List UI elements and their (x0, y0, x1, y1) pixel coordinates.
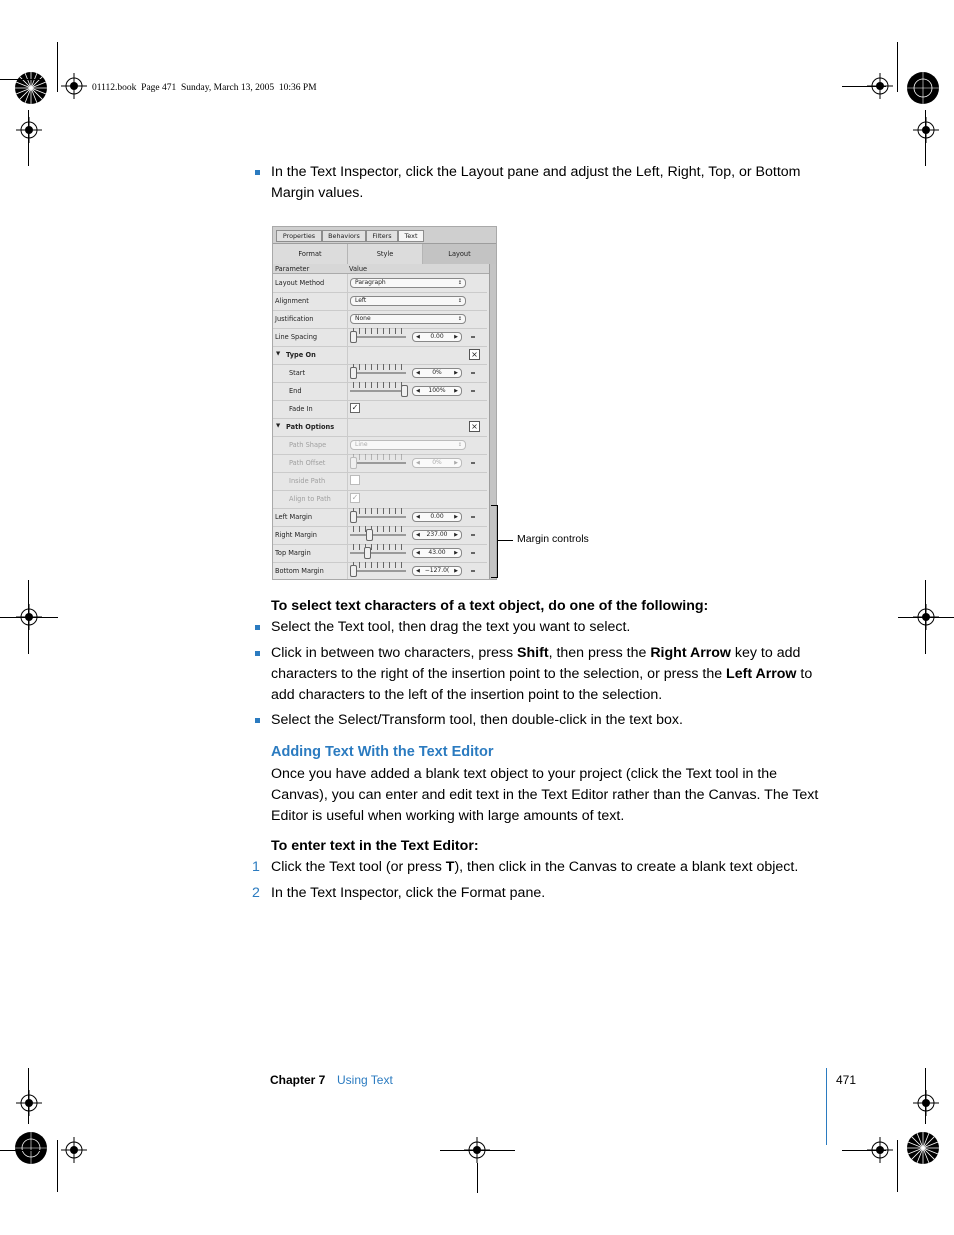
slider-thumb[interactable] (350, 331, 357, 343)
step-1-text: Click the Text tool (or press T), then click in the Canvas to create a blank text object. (271, 859, 799, 875)
value-popup[interactable] (350, 296, 466, 306)
field-value: 43.00 (428, 549, 446, 556)
checkbox[interactable] (350, 475, 360, 485)
text-inspector-screenshot (272, 226, 497, 580)
field-value: 0% (432, 459, 442, 466)
select-bullet-1: Select the Text tool, then drag the text you want to select. (271, 619, 631, 635)
inspector-pane-bar (273, 244, 496, 265)
slider-thumb[interactable] (401, 385, 408, 397)
parameter-label: Path Offset (289, 459, 326, 467)
parameter-row (273, 328, 487, 347)
tab-properties[interactable]: Properties (276, 230, 322, 242)
checkbox[interactable]: ✓ (351, 403, 359, 412)
step-2-text: In the Text Inspector, click the Format pane. (271, 885, 546, 901)
value-slider[interactable] (350, 534, 406, 536)
parameter-row (273, 382, 487, 401)
parameter-row (273, 292, 487, 311)
value-slider[interactable] (350, 552, 406, 554)
parameter-label: Inside Path (289, 477, 326, 485)
slider-ticks (353, 544, 407, 550)
parameter-column-label: Parameter (275, 265, 310, 273)
value-popup[interactable] (350, 440, 466, 450)
parameter-row (273, 418, 487, 437)
select-bullet-3: Select the Select/Transform tool, then double-click in the text box. (271, 712, 683, 728)
disclosure-triangle-icon[interactable]: ▼ (276, 351, 281, 357)
keyframe-indicator-icon[interactable] (471, 390, 475, 392)
parameter-label: Start (289, 369, 306, 377)
increment-arrow-icon[interactable]: ▶ (454, 334, 458, 340)
keyframe-indicator-icon[interactable] (471, 462, 475, 464)
value-field[interactable] (412, 530, 462, 540)
value-slider[interactable] (350, 516, 406, 518)
value-popup[interactable] (350, 314, 466, 324)
slider-ticks (353, 364, 407, 370)
slider-thumb[interactable] (350, 565, 357, 577)
registration-target-icon (906, 71, 940, 105)
pane-layout[interactable]: Layout (423, 244, 497, 264)
parameter-label: Path Shape (289, 441, 327, 449)
parameter-row (273, 526, 487, 545)
step-number: 2 (252, 885, 260, 901)
section-heading: Adding Text With the Text Editor (271, 744, 494, 760)
procedure-heading-enter: To enter text in the Text Editor: (271, 838, 479, 854)
value-slider[interactable] (350, 336, 406, 338)
decrement-arrow-icon[interactable]: ◀ (416, 460, 420, 466)
value-field[interactable] (412, 548, 462, 558)
parameter-label: Fade In (289, 405, 313, 413)
keyframe-indicator-icon[interactable] (471, 552, 475, 554)
print-slug: 01112.book Page 471 Sunday, March 13, 2005 10:36 PM (92, 83, 317, 93)
slider-ticks (353, 382, 407, 388)
value-slider[interactable] (350, 570, 406, 572)
parameter-label: Line Spacing (275, 333, 318, 341)
slider-ticks (353, 454, 407, 460)
intro-bullet-text: In the Text Inspector, click the Layout pane and adjust the Left, Right, Top, or Bottom Margin values. (271, 164, 801, 201)
callout-label: Margin controls (517, 533, 589, 545)
keyframe-indicator-icon[interactable] (471, 570, 475, 572)
decrement-arrow-icon[interactable]: ◀ (416, 514, 420, 520)
value-popup[interactable] (350, 278, 466, 288)
popup-value: None (355, 315, 371, 322)
increment-arrow-icon[interactable]: ▶ (454, 460, 458, 466)
increment-arrow-icon[interactable]: ▶ (454, 568, 458, 574)
slider-ticks (353, 562, 407, 568)
tab-filters[interactable]: Filters (366, 230, 398, 242)
procedure-heading-select: To select text characters of a text object, do one of the following: (271, 598, 709, 614)
disclosure-triangle-icon[interactable]: ▼ (276, 423, 281, 429)
parameter-label: Align to Path (289, 495, 331, 503)
crosshair-icon (61, 73, 87, 99)
value-field[interactable] (412, 566, 462, 576)
registration-target-icon (14, 1131, 48, 1165)
section-paragraph: Once you have added a blank text object to your project (click the Text tool in the Canvas), you can enter and edit text in the Text Editor rather than the Canvas. The Text Editor is useful when working with large amounts of text. (271, 766, 819, 824)
field-value: 0% (432, 369, 442, 376)
value-slider[interactable] (350, 372, 406, 374)
parameter-row (273, 508, 487, 527)
footer-rule (826, 1068, 827, 1145)
parameter-label: Top Margin (275, 549, 311, 557)
parameter-row (273, 454, 487, 473)
popup-value: Line (355, 441, 368, 448)
crosshair-icon (16, 117, 42, 143)
value-field[interactable] (412, 512, 462, 522)
decrement-arrow-icon[interactable]: ◀ (416, 334, 420, 340)
popup-arrows-icon: ↕ (457, 280, 462, 286)
enable-toggle-icon[interactable]: × (469, 349, 480, 360)
step-number: 1 (252, 859, 260, 875)
value-field[interactable] (412, 386, 462, 396)
bullet-marker (255, 625, 260, 630)
value-field[interactable] (412, 368, 462, 378)
parameter-label: Alignment (275, 297, 309, 305)
checkbox[interactable]: ✓ (351, 493, 359, 502)
parameter-label: Right Margin (275, 531, 317, 539)
decrement-arrow-icon[interactable]: ◀ (416, 388, 420, 394)
bullet-marker (255, 651, 260, 656)
keyframe-indicator-icon[interactable] (471, 336, 475, 338)
parameter-label: Bottom Margin (275, 567, 324, 575)
keyframe-indicator-icon[interactable] (471, 534, 475, 536)
field-value: 0.00 (430, 513, 444, 520)
keyframe-indicator-icon[interactable] (471, 516, 475, 518)
value-field[interactable] (412, 332, 462, 342)
parameter-label: Left Margin (275, 513, 313, 521)
slider-thumb[interactable] (350, 367, 357, 379)
field-value: 100% (428, 387, 446, 394)
pane-style[interactable]: Style (348, 244, 423, 264)
slider-thumb[interactable] (366, 529, 373, 541)
decrement-arrow-icon[interactable]: ◀ (416, 370, 420, 376)
crosshair-icon (913, 117, 939, 143)
popup-arrows-icon: ↕ (457, 442, 462, 448)
increment-arrow-icon[interactable]: ▶ (454, 370, 458, 376)
footer-chapter: Chapter 7 (270, 1073, 326, 1087)
decrement-arrow-icon[interactable]: ◀ (416, 550, 420, 556)
crosshair-icon (913, 1090, 939, 1116)
parameter-label: End (289, 387, 302, 395)
popup-arrows-icon: ↕ (457, 316, 462, 322)
parameter-row (273, 400, 487, 419)
bullet-marker (255, 170, 260, 175)
bullet-marker (255, 718, 260, 723)
field-value: 237.00 (426, 531, 448, 538)
registration-starburst-icon (906, 1131, 940, 1165)
slider-thumb[interactable] (364, 547, 371, 559)
tab-behaviors[interactable]: Behaviors (322, 230, 366, 242)
parameter-row (273, 310, 487, 329)
footer-chapter-title: Using Text (337, 1073, 393, 1087)
increment-arrow-icon[interactable]: ▶ (454, 388, 458, 394)
parameter-label: Type On (286, 351, 316, 359)
popup-value: Left (355, 297, 367, 304)
slider-ticks (353, 526, 407, 532)
parameter-label: Justification (275, 315, 314, 323)
crosshair-icon (16, 1090, 42, 1116)
registration-starburst-icon (14, 71, 48, 105)
parameter-label: Path Options (286, 423, 335, 431)
parameter-row (273, 364, 487, 383)
select-bullet-2: Click in between two characters, press Shift, then press the Right Arrow key to add characters to the right of the insertion point to the selection, or press the Left Arrow to add characters to the left of the insertion point to the selection. (271, 645, 813, 703)
parameter-row (273, 562, 487, 580)
parameter-row (273, 436, 487, 455)
increment-arrow-icon[interactable]: ▶ (454, 532, 458, 538)
pane-format[interactable]: Format (273, 244, 348, 264)
slider-ticks (353, 508, 407, 514)
value-slider[interactable] (350, 462, 406, 464)
page-number: 471 (836, 1073, 857, 1087)
parameter-header (273, 264, 489, 274)
field-value: 0.00 (430, 333, 444, 340)
increment-arrow-icon[interactable]: ▶ (454, 514, 458, 520)
increment-arrow-icon[interactable]: ▶ (454, 550, 458, 556)
slider-thumb[interactable] (350, 457, 357, 469)
popup-value: Paragraph (355, 279, 386, 286)
tab-text[interactable]: Text (398, 230, 424, 242)
keyframe-indicator-icon[interactable] (471, 372, 475, 374)
parameter-label: Layout Method (275, 279, 325, 287)
popup-arrows-icon: ↕ (457, 298, 462, 304)
parameter-row (273, 472, 487, 491)
parameter-row (273, 544, 487, 563)
inspector-tab-bar (273, 227, 496, 244)
parameter-row (273, 274, 487, 293)
value-slider[interactable] (350, 390, 406, 392)
value-field[interactable] (412, 458, 462, 468)
scrollbar[interactable] (489, 264, 496, 579)
field-value: −127.0( (424, 567, 450, 574)
crosshair-icon (61, 1137, 87, 1163)
decrement-arrow-icon[interactable]: ◀ (416, 532, 420, 538)
slider-thumb[interactable] (350, 511, 357, 523)
parameter-row (273, 490, 487, 509)
decrement-arrow-icon[interactable]: ◀ (416, 568, 420, 574)
slider-ticks (353, 328, 407, 334)
parameter-row (273, 346, 487, 365)
value-column-label: Value (349, 265, 368, 273)
enable-toggle-icon[interactable]: × (469, 421, 480, 432)
